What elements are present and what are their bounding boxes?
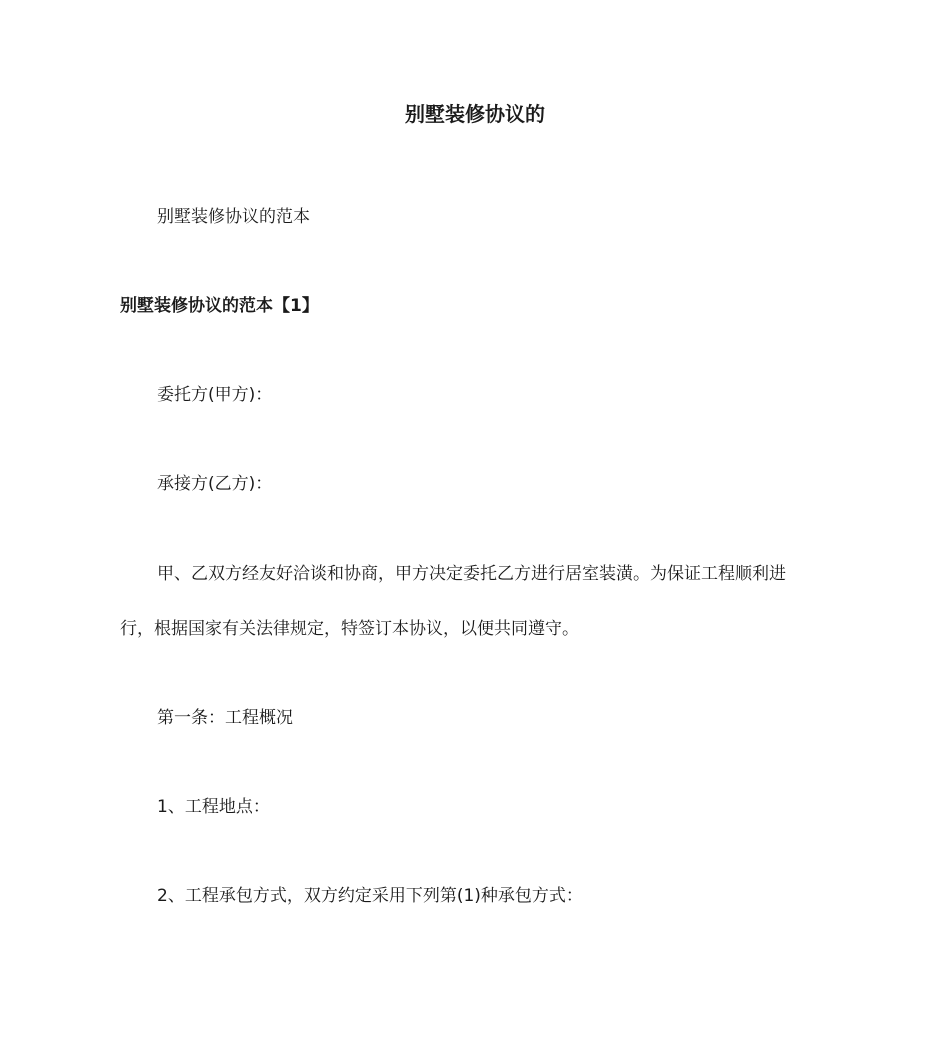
document-title: 别墅装修协议的: [405, 102, 545, 126]
party-b-label: 承接方(乙方)：: [157, 474, 273, 494]
list-item-1: 1、工程地点：: [157, 797, 270, 817]
article-1-title: 第一条：工程概况: [157, 708, 293, 728]
preamble-paragraph-line-2: 行，根据国家有关法律规定，特签订本协议，以便共同遵守。: [120, 619, 579, 639]
preamble-paragraph-line-1: 甲、乙双方经友好洽谈和协商，甲方决定委托乙方进行居室装潢。为保证工程顺利进: [157, 564, 786, 584]
list-item-2: 2、工程承包方式，双方约定采用下列第(1)种承包方式：: [157, 886, 583, 906]
document-subtitle: 别墅装修协议的范本: [157, 207, 310, 227]
party-a-label: 委托方(甲方)：: [157, 385, 273, 405]
section-heading: 别墅装修协议的范本【1】: [120, 296, 319, 316]
